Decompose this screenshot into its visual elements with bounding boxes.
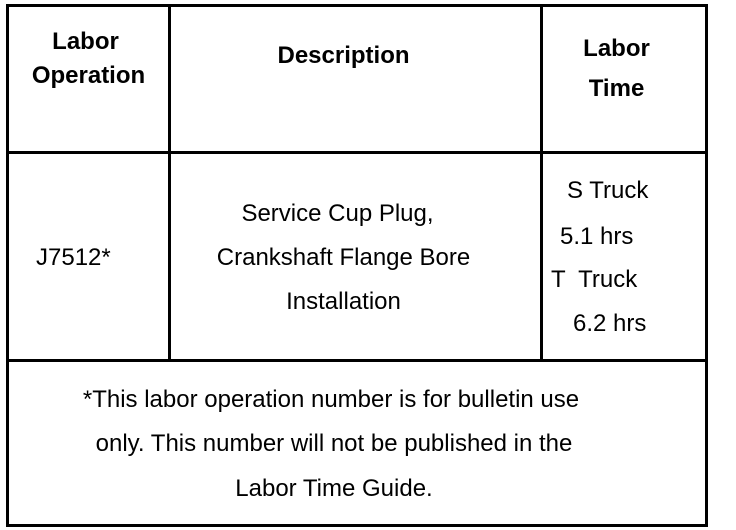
time-t-label: T Truck	[551, 266, 638, 293]
description-line3: Installation	[286, 288, 401, 315]
description-line1: Service Cup Plug,	[241, 200, 434, 227]
time-s-value: 5.1 hrs	[560, 223, 634, 250]
time-t-value: 6.2 hrs	[573, 310, 647, 337]
footnote-line3: Labor Time Guide.	[235, 475, 433, 502]
header-row-divider	[6, 151, 708, 154]
footnote-line1: *This labor operation number is for bulletin use	[82, 386, 580, 413]
table-border-top	[6, 4, 708, 7]
footnote	[9, 388, 659, 501]
header-labor-time	[543, 37, 690, 101]
header-description: Description	[277, 42, 410, 69]
data-row-divider	[6, 359, 708, 362]
footnote-line2: only. This number will not be published in the	[95, 430, 573, 457]
header-labor-time-line2: Time	[588, 75, 645, 102]
description-line2: Crankshaft Flange Bore	[216, 244, 471, 271]
header-labor-operation-line1: Labor	[52, 28, 119, 55]
header-labor-operation	[9, 30, 168, 88]
table-border-bottom	[6, 524, 708, 527]
header-labor-time-line1: Labor	[583, 35, 650, 62]
labor-operation-code: J7512*	[36, 244, 111, 271]
table-border-right	[705, 4, 708, 527]
time-s-label: S Truck	[567, 177, 649, 204]
header-labor-operation-line2: Operation	[31, 62, 146, 89]
description-cell	[171, 202, 516, 314]
